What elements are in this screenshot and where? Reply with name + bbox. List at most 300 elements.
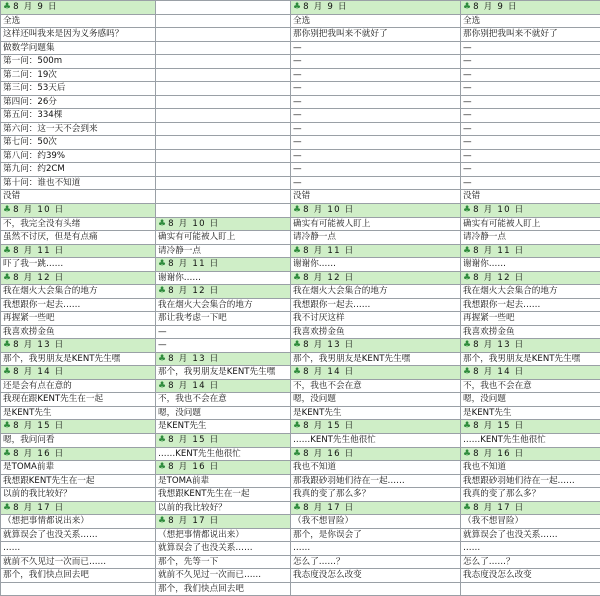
cell-text: …… bbox=[463, 543, 481, 554]
choice-cell bbox=[291, 150, 461, 164]
choice-cell bbox=[1, 488, 156, 502]
cell-text: 我现在跟KENT先生在一起 bbox=[3, 394, 104, 405]
choice-cell bbox=[461, 109, 600, 123]
date-label: 8 月 16 日 bbox=[168, 462, 220, 473]
cell-text: 那你别把我叫来不就好了 bbox=[463, 29, 558, 40]
clover-icon: ♣ bbox=[293, 245, 302, 256]
cell-text: 那个，我男朋友是KENT先生嘿 bbox=[293, 353, 411, 364]
date-cell bbox=[156, 258, 291, 272]
choice-cell bbox=[1, 258, 156, 272]
choice-cell bbox=[156, 502, 291, 516]
clover-icon: ♣ bbox=[463, 421, 472, 432]
date-cell bbox=[156, 353, 291, 367]
cell-text: 我想跟你一起去…… bbox=[463, 299, 541, 310]
choice-cell bbox=[461, 529, 600, 543]
choice-cell bbox=[461, 150, 600, 164]
cell-text: 我想跟你一起去…… bbox=[3, 299, 81, 310]
choice-cell bbox=[1, 69, 156, 83]
choice-cell bbox=[156, 1, 291, 15]
date-cell bbox=[461, 339, 600, 353]
cell-text: 是TOMA前辈 bbox=[3, 462, 55, 473]
cell-text: ……KENT先生他很忙 bbox=[293, 435, 376, 445]
cell-text: 吓了我一跳…… bbox=[3, 259, 64, 270]
cell-text: 是KENT先生 bbox=[463, 407, 512, 418]
choice-cell bbox=[291, 96, 461, 110]
choice-cell bbox=[461, 15, 600, 29]
choice-cell bbox=[1, 55, 156, 69]
choice-cell bbox=[156, 407, 291, 421]
date-label: 8 月 10 日 bbox=[473, 204, 525, 215]
choice-cell bbox=[156, 163, 291, 177]
cell-text: 第九问：约2CM bbox=[3, 164, 65, 175]
date-label: 8 月 9 日 bbox=[473, 2, 518, 12]
choice-cell bbox=[156, 28, 291, 42]
choice-cell bbox=[1, 15, 156, 29]
choice-cell bbox=[156, 204, 291, 218]
choice-cell bbox=[461, 461, 600, 475]
cell-text: — bbox=[463, 150, 472, 161]
choice-cell bbox=[156, 339, 291, 353]
date-cell bbox=[461, 204, 600, 218]
clover-icon: ♣ bbox=[158, 353, 167, 364]
choice-cell bbox=[156, 42, 291, 56]
date-label: 8 月 15 日 bbox=[303, 421, 355, 432]
date-cell bbox=[1, 245, 156, 259]
cell-text: — bbox=[463, 42, 472, 53]
date-cell bbox=[291, 272, 461, 286]
cell-text: — bbox=[463, 96, 472, 107]
choice-cell bbox=[291, 556, 461, 570]
cell-text: 还是会有点在意的 bbox=[3, 380, 72, 391]
cell-text: — bbox=[463, 123, 472, 134]
date-label: 8 月 16 日 bbox=[13, 448, 65, 459]
choice-cell bbox=[1, 218, 156, 232]
choice-cell bbox=[1, 28, 156, 42]
choice-cell bbox=[461, 28, 600, 42]
choice-cell bbox=[156, 556, 291, 570]
clover-icon: ♣ bbox=[3, 502, 12, 513]
choice-cell bbox=[461, 434, 600, 448]
cell-text: 嗯，没问题 bbox=[158, 407, 201, 418]
choice-cell bbox=[291, 380, 461, 394]
cell-text: 我想跟KENT先生在一起 bbox=[3, 475, 95, 486]
cell-text: 第六问：这一天不会到来 bbox=[3, 123, 98, 134]
date-label: 8 月 15 日 bbox=[168, 435, 220, 445]
cell-text: 那个，我们快点回去吧 bbox=[3, 570, 89, 581]
choice-cell bbox=[156, 569, 291, 583]
date-label: 8 月 14 日 bbox=[168, 380, 220, 391]
choice-cell bbox=[1, 285, 156, 299]
date-cell bbox=[291, 420, 461, 434]
date-cell bbox=[291, 366, 461, 380]
cell-text: （想把事情都说出来） bbox=[158, 529, 244, 540]
choice-cell bbox=[291, 488, 461, 502]
choice-cell bbox=[461, 258, 600, 272]
choice-cell bbox=[156, 55, 291, 69]
choice-cell bbox=[461, 218, 600, 232]
choice-cell bbox=[156, 312, 291, 326]
date-label: 8 月 14 日 bbox=[303, 367, 355, 378]
cell-text: 没错 bbox=[463, 191, 481, 202]
date-cell bbox=[156, 285, 291, 299]
choice-cell bbox=[291, 285, 461, 299]
cell-text: 请冷静一点 bbox=[158, 245, 201, 256]
choice-cell bbox=[291, 461, 461, 475]
choice-cell bbox=[461, 69, 600, 83]
choice-cell bbox=[1, 82, 156, 96]
choice-cell bbox=[461, 42, 600, 56]
date-cell bbox=[291, 245, 461, 259]
choice-cell bbox=[156, 82, 291, 96]
choice-cell bbox=[1, 312, 156, 326]
date-label: 8 月 10 日 bbox=[168, 218, 220, 229]
choice-cell bbox=[156, 245, 291, 259]
choice-cell bbox=[291, 393, 461, 407]
clover-icon: ♣ bbox=[293, 204, 302, 215]
choice-cell bbox=[1, 136, 156, 150]
date-cell bbox=[156, 218, 291, 232]
cell-text: 谢谢你…… bbox=[158, 272, 201, 283]
choice-cell bbox=[291, 353, 461, 367]
choice-cell bbox=[156, 231, 291, 245]
date-cell bbox=[156, 380, 291, 394]
cell-text: ……KENT先生他很忙 bbox=[463, 435, 546, 445]
clover-icon: ♣ bbox=[158, 259, 167, 270]
clover-icon: ♣ bbox=[158, 380, 167, 391]
date-cell bbox=[291, 502, 461, 516]
choice-cell bbox=[156, 326, 291, 340]
cell-text: — bbox=[293, 96, 302, 107]
cell-text: 第三问：53天后 bbox=[3, 83, 66, 94]
choice-cell bbox=[156, 272, 291, 286]
choice-cell bbox=[1, 96, 156, 110]
cell-text: 那个，我男朋友是KENT先生嘿 bbox=[3, 353, 121, 364]
choice-cell bbox=[461, 475, 600, 489]
date-label: 8 月 13 日 bbox=[168, 353, 220, 364]
clover-icon: ♣ bbox=[3, 245, 12, 256]
date-cell bbox=[1, 502, 156, 516]
clover-icon: ♣ bbox=[3, 2, 12, 12]
date-label: 8 月 9 日 bbox=[13, 2, 58, 12]
cell-text: 是KENT先生 bbox=[3, 407, 52, 418]
choice-cell bbox=[291, 312, 461, 326]
date-cell bbox=[1, 366, 156, 380]
cell-text: 虽然不讨厌，但是有点痛 bbox=[3, 232, 98, 243]
choice-cell bbox=[461, 177, 600, 191]
cell-text: — bbox=[293, 69, 302, 80]
choice-cell bbox=[461, 393, 600, 407]
date-label: 8 月 10 日 bbox=[303, 204, 355, 215]
choice-cell bbox=[1, 542, 156, 556]
choice-cell bbox=[291, 231, 461, 245]
cell-text: 第十问：谁也不知道 bbox=[3, 177, 81, 188]
choice-cell bbox=[1, 326, 156, 340]
clover-icon: ♣ bbox=[293, 502, 302, 513]
choice-cell bbox=[1, 461, 156, 475]
cell-text: 不，我完全没有头绪 bbox=[3, 218, 81, 229]
cell-text: 怎么了……？ bbox=[463, 556, 515, 567]
cell-text: 以前的我比较好？ bbox=[3, 489, 72, 500]
cell-text: — bbox=[463, 110, 472, 121]
cell-text: — bbox=[293, 123, 302, 134]
cell-text: 没错 bbox=[3, 191, 21, 202]
choice-cell bbox=[291, 42, 461, 56]
date-cell bbox=[1, 272, 156, 286]
cell-text: 那个，我男朋友是KENT先生嘿 bbox=[158, 367, 276, 378]
choice-cell bbox=[156, 393, 291, 407]
choice-cell bbox=[291, 136, 461, 150]
choice-cell bbox=[156, 488, 291, 502]
cell-text: — bbox=[293, 177, 302, 188]
cell-text: — bbox=[158, 340, 167, 351]
choice-cell bbox=[291, 475, 461, 489]
cell-text: 我想跟砂羽她们待在一起…… bbox=[463, 475, 575, 486]
choice-cell bbox=[461, 299, 600, 313]
choice-cell bbox=[291, 163, 461, 177]
cell-text: 是KENT先生 bbox=[293, 407, 342, 418]
choice-cell bbox=[156, 136, 291, 150]
choice-cell bbox=[291, 569, 461, 583]
choice-cell bbox=[1, 380, 156, 394]
date-cell bbox=[291, 339, 461, 353]
cell-text: — bbox=[463, 164, 472, 175]
choice-cell bbox=[291, 28, 461, 42]
cell-text: — bbox=[293, 83, 302, 94]
date-label: 8 月 9 日 bbox=[303, 2, 348, 12]
cell-text: 做数学问题集 bbox=[3, 42, 55, 53]
choice-cell bbox=[461, 515, 600, 529]
choice-cell bbox=[291, 109, 461, 123]
choice-cell bbox=[461, 488, 600, 502]
date-cell bbox=[291, 448, 461, 462]
cell-text: — bbox=[293, 42, 302, 53]
date-label: 8 月 17 日 bbox=[168, 516, 220, 527]
choice-cell bbox=[1, 515, 156, 529]
choice-cell bbox=[461, 380, 600, 394]
cell-text: 那个，先等一下 bbox=[158, 556, 219, 567]
cell-text: 我想跟KENT先生在一起 bbox=[158, 489, 250, 500]
cell-text: …… bbox=[293, 543, 311, 554]
cell-text: 第七问：50次 bbox=[3, 137, 57, 148]
choice-cell bbox=[1, 353, 156, 367]
cell-text: 就算误会了也没关系…… bbox=[463, 529, 558, 540]
cell-text: — bbox=[293, 137, 302, 148]
date-label: 8 月 16 日 bbox=[473, 448, 525, 459]
clover-icon: ♣ bbox=[3, 448, 12, 459]
cell-text: 那你别把我叫来不就好了 bbox=[293, 29, 388, 40]
choice-cell bbox=[461, 55, 600, 69]
cell-text: …… bbox=[3, 543, 21, 554]
choice-cell bbox=[291, 218, 461, 232]
cell-text: 我在烟火大会集合的地方 bbox=[3, 286, 98, 297]
choice-cell bbox=[1, 42, 156, 56]
choice-cell bbox=[1, 123, 156, 137]
clover-icon: ♣ bbox=[463, 502, 472, 513]
choice-cell bbox=[291, 177, 461, 191]
cell-text: — bbox=[463, 69, 472, 80]
cell-text: 就算误会了也没关系…… bbox=[158, 543, 253, 554]
date-label: 8 月 15 日 bbox=[13, 421, 65, 432]
cell-text: 嗯，没问题 bbox=[463, 394, 506, 405]
choice-cell bbox=[1, 529, 156, 543]
clover-icon: ♣ bbox=[158, 435, 167, 445]
date-cell bbox=[291, 1, 461, 15]
cell-text: — bbox=[293, 164, 302, 175]
cell-text: 就前不久见过一次而已…… bbox=[158, 570, 262, 581]
clover-icon: ♣ bbox=[293, 421, 302, 432]
choice-cell bbox=[156, 15, 291, 29]
clover-icon: ♣ bbox=[158, 516, 167, 527]
cell-text: 我真的变了那么多？ bbox=[293, 489, 371, 500]
choice-cell bbox=[291, 515, 461, 529]
cell-text: 我想跟你一起去…… bbox=[293, 299, 371, 310]
cell-text: 第五问：334棵 bbox=[3, 110, 63, 121]
choice-cell bbox=[461, 123, 600, 137]
cell-text: 那我跟砂羽她们待在一起…… bbox=[293, 475, 405, 486]
choice-cell bbox=[291, 434, 461, 448]
date-label: 8 月 17 日 bbox=[303, 502, 355, 513]
clover-icon: ♣ bbox=[463, 448, 472, 459]
choice-cell bbox=[291, 583, 461, 596]
cell-text: 我不讨厌这样 bbox=[293, 313, 345, 324]
date-label: 8 月 14 日 bbox=[13, 367, 65, 378]
choice-cell bbox=[1, 407, 156, 421]
choice-cell bbox=[291, 123, 461, 137]
clover-icon: ♣ bbox=[3, 340, 12, 351]
date-label: 8 月 11 日 bbox=[168, 259, 220, 270]
cell-text: 是KENT先生 bbox=[158, 421, 207, 432]
date-cell bbox=[461, 272, 600, 286]
cell-text: 全选 bbox=[3, 15, 21, 26]
choice-cell bbox=[291, 299, 461, 313]
clover-icon: ♣ bbox=[293, 340, 302, 351]
choice-cell bbox=[291, 55, 461, 69]
choice-cell bbox=[461, 569, 600, 583]
choice-cell bbox=[461, 163, 600, 177]
clover-icon: ♣ bbox=[158, 218, 167, 229]
choice-cell bbox=[461, 82, 600, 96]
cell-text: 怎么了……？ bbox=[293, 556, 345, 567]
cell-text: 那个，是你误会了 bbox=[293, 529, 362, 540]
date-cell bbox=[461, 502, 600, 516]
cell-text: 再握紧一些吧 bbox=[463, 313, 515, 324]
date-cell bbox=[156, 461, 291, 475]
cell-text: （我不想冒险） bbox=[293, 516, 354, 527]
choice-cell bbox=[291, 190, 461, 204]
choice-cell bbox=[1, 163, 156, 177]
choice-cell bbox=[291, 15, 461, 29]
date-cell bbox=[156, 515, 291, 529]
date-label: 8 月 11 日 bbox=[13, 245, 65, 256]
cell-text: 第二问：19次 bbox=[3, 69, 57, 80]
cell-text: — bbox=[293, 56, 302, 67]
choice-cell bbox=[461, 136, 600, 150]
choice-cell bbox=[1, 434, 156, 448]
cell-text: 我真的变了那么多？ bbox=[463, 489, 541, 500]
date-label: 8 月 16 日 bbox=[303, 448, 355, 459]
date-cell bbox=[461, 448, 600, 462]
cell-text: — bbox=[463, 56, 472, 67]
date-label: 8 月 17 日 bbox=[13, 502, 65, 513]
choice-cell bbox=[461, 542, 600, 556]
date-label: 8 月 10 日 bbox=[13, 204, 65, 215]
cell-text: ……KENT先生他很忙 bbox=[158, 448, 241, 459]
choice-cell bbox=[156, 366, 291, 380]
cell-text: 第一问：500m bbox=[3, 56, 63, 67]
date-cell bbox=[1, 339, 156, 353]
clover-icon: ♣ bbox=[463, 245, 472, 256]
choice-cell bbox=[461, 190, 600, 204]
cell-text: （想把事情都说出来） bbox=[3, 516, 89, 527]
clover-icon: ♣ bbox=[3, 421, 12, 432]
choice-cell bbox=[291, 69, 461, 83]
cell-text: 那个，我男朋友是KENT先生嘿 bbox=[463, 353, 581, 364]
cell-text: 这样还叫我来是因为义务感吗？ bbox=[3, 29, 124, 40]
cell-text: 谢谢你…… bbox=[463, 259, 506, 270]
choice-cell bbox=[156, 177, 291, 191]
cell-text: 第四问：26分 bbox=[3, 96, 57, 107]
choice-cell bbox=[156, 420, 291, 434]
cell-text: 我也不知道 bbox=[463, 462, 506, 473]
date-cell bbox=[1, 1, 156, 15]
choice-cell bbox=[1, 231, 156, 245]
clover-icon: ♣ bbox=[3, 367, 12, 378]
choice-cell bbox=[461, 583, 600, 596]
cell-text: 谢谢你…… bbox=[293, 259, 336, 270]
cell-text: 就算误会了也没关系…… bbox=[3, 529, 98, 540]
choice-cell bbox=[1, 299, 156, 313]
choice-cell bbox=[1, 569, 156, 583]
cell-text: 是TOMA前辈 bbox=[158, 475, 210, 486]
choice-cell bbox=[156, 299, 291, 313]
choice-cell bbox=[291, 407, 461, 421]
choice-cell bbox=[1, 556, 156, 570]
choice-cell bbox=[291, 529, 461, 543]
cell-text: 就前不久见过一次而已…… bbox=[3, 556, 107, 567]
choice-cell bbox=[156, 109, 291, 123]
clover-icon: ♣ bbox=[293, 367, 302, 378]
choice-cell bbox=[1, 109, 156, 123]
cell-text: 那让我考虑一下吧 bbox=[158, 313, 227, 324]
cell-text: 我在烟火大会集合的地方 bbox=[463, 286, 558, 297]
choice-cell bbox=[461, 231, 600, 245]
cell-text: 不，我也不会在意 bbox=[293, 380, 362, 391]
clover-icon: ♣ bbox=[463, 340, 472, 351]
clover-icon: ♣ bbox=[463, 204, 472, 215]
choice-cell bbox=[156, 583, 291, 596]
cell-text: 那个，我们快点回去吧 bbox=[158, 583, 244, 594]
choice-cell bbox=[461, 407, 600, 421]
date-cell bbox=[461, 1, 600, 15]
choice-cell bbox=[461, 96, 600, 110]
date-cell bbox=[1, 204, 156, 218]
cell-text: — bbox=[463, 83, 472, 94]
cell-text: 全选 bbox=[463, 15, 481, 26]
choice-cell bbox=[156, 150, 291, 164]
cell-text: 第八问：约39% bbox=[3, 150, 66, 161]
date-label: 8 月 13 日 bbox=[303, 340, 355, 351]
choice-cell bbox=[1, 190, 156, 204]
date-label: 8 月 11 日 bbox=[303, 245, 355, 256]
date-cell bbox=[156, 434, 291, 448]
cell-text: 不，我也不会在意 bbox=[158, 394, 227, 405]
cell-text: 我喜欢捞金鱼 bbox=[3, 326, 55, 337]
date-label: 8 月 12 日 bbox=[168, 286, 220, 297]
choice-cell bbox=[1, 177, 156, 191]
cell-text: 确实有可能被人盯上 bbox=[158, 232, 236, 243]
choice-cell bbox=[291, 82, 461, 96]
cell-text: 我在烟火大会集合的地方 bbox=[158, 299, 253, 310]
